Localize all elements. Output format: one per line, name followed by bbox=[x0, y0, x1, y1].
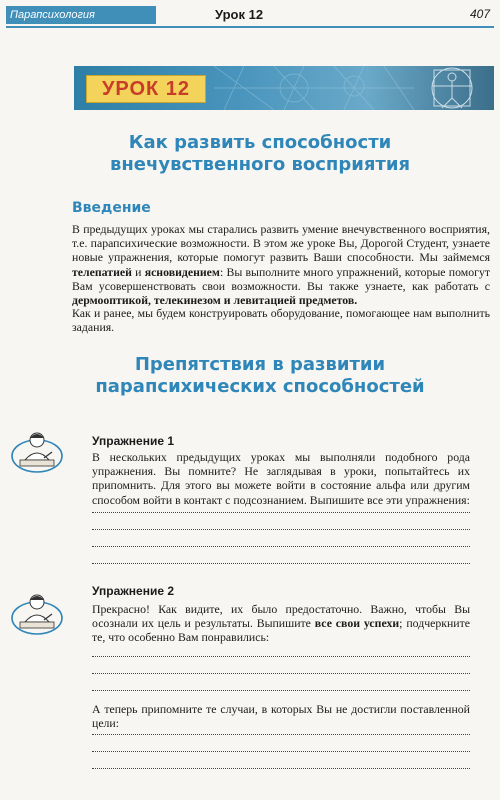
answer-line[interactable] bbox=[92, 512, 470, 513]
header-subject: Парапсихология bbox=[6, 6, 156, 24]
student-writing-icon bbox=[10, 428, 64, 476]
page-header bbox=[0, 0, 500, 30]
header-lesson: Урок 12 bbox=[215, 7, 264, 22]
page-number: 407 bbox=[469, 7, 490, 21]
exercise-2-text bbox=[92, 602, 470, 645]
intro-text: В предыдущих уроках мы старались развить умение внечувственного восприятия, т.е. парапсихические возможности. В этом же уроке Вы, Дорогой Студент, узнаете новые упражнения, которые помогут развить Ваши способности. Мы займемся bbox=[72, 222, 490, 265]
section-title-line-1: Препятствия в развитии bbox=[134, 354, 386, 375]
intro-bold-telepathy: телепатией bbox=[72, 264, 132, 279]
intro-text: : Вы выполните много упражнений, которые помогут Вам усовершенствовать свои возможности. Вы также узнаете, как работать с bbox=[72, 264, 490, 293]
intro-text: и bbox=[131, 264, 145, 279]
section-title-line-2: парапсихических способностей bbox=[95, 376, 425, 397]
section-title bbox=[90, 354, 430, 398]
answer-line[interactable] bbox=[92, 690, 470, 691]
answer-line[interactable] bbox=[92, 768, 470, 769]
answer-line[interactable] bbox=[92, 673, 470, 674]
exercise-2-title: Упражнение 2 bbox=[92, 584, 174, 598]
vitruvian-figure-icon bbox=[422, 66, 482, 110]
answer-line[interactable] bbox=[92, 751, 470, 752]
page-title bbox=[90, 132, 430, 176]
answer-line[interactable] bbox=[92, 546, 470, 547]
banner-title: УРОК 12 bbox=[86, 75, 206, 103]
intro-bold-skills: дермооптикой, телекинезом и левитацией предметов. bbox=[72, 293, 358, 308]
lesson-banner bbox=[74, 66, 494, 110]
answer-line[interactable] bbox=[92, 529, 470, 530]
exercise-1-title: Упражнение 1 bbox=[92, 434, 174, 448]
header-rule bbox=[6, 26, 494, 28]
intro-paragraph-2: Как и ранее, мы будем конструировать оборудование, помогающее нам выполнить задания. bbox=[72, 306, 490, 335]
answer-line[interactable] bbox=[92, 563, 470, 564]
exercise-2-bold: все свои успехи bbox=[314, 616, 400, 631]
intro-bold-clairvoyance: ясновидением bbox=[144, 264, 220, 279]
answer-line[interactable] bbox=[92, 734, 470, 735]
exercise-2-text-part: ; подчеркните те, что особенно Вам понравились: bbox=[92, 616, 471, 645]
intro-paragraph-1 bbox=[72, 222, 490, 307]
intro-heading: Введение bbox=[72, 200, 151, 216]
answer-line[interactable] bbox=[92, 656, 470, 657]
title-line-1: Как развить способности bbox=[128, 132, 392, 153]
title-line-2: внечувственного восприятия bbox=[109, 154, 410, 175]
student-writing-icon bbox=[10, 590, 64, 638]
exercise-2-followup: А теперь припомните те случаи, в которых Вы не достигли поставленной цели: bbox=[92, 702, 470, 731]
exercise-2-text-part: Прекрасно! Как видите, их было предостаточно. Важно, чтобы Вы осознали их цель и результаты. Выпишите bbox=[92, 602, 470, 631]
exercise-1-text: В нескольких предыдущих уроках мы выполняли подобного рода упражнения. Вы помните? Не заглядывая в уроки, попытайтесь их припомнить. Для этого вы можете войти в состояние альфа или другим способом войти в контакт с подсознанием. Выпишите все эти упражнения: bbox=[92, 450, 470, 507]
